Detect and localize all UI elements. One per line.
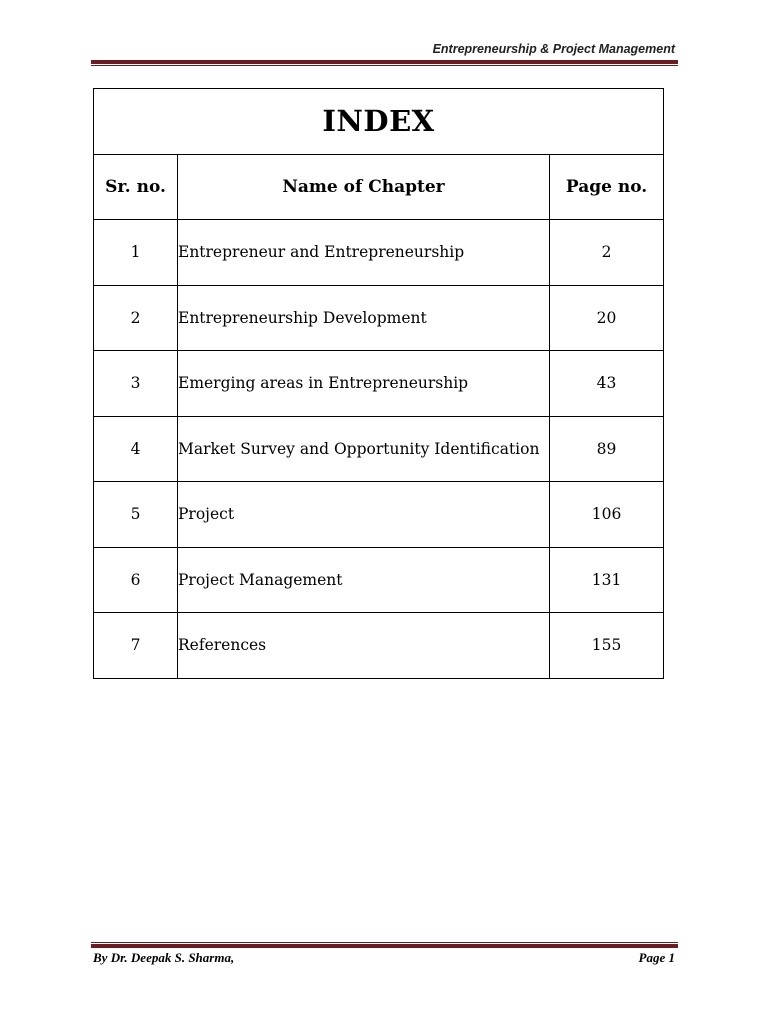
chapter-name-cell: Project Management <box>178 547 550 613</box>
chapter-name-cell: References <box>178 613 550 679</box>
index-title-row <box>94 89 664 155</box>
table-row <box>94 482 664 548</box>
column-header-chapter-name: Name of Chapter <box>178 154 550 220</box>
chapter-name-cell: Emerging areas in Entrepreneurship <box>178 351 550 417</box>
column-header-sr-no: Sr. no. <box>94 154 178 220</box>
index-title: INDEX <box>94 89 664 155</box>
running-header: Entrepreneurship & Project Management <box>432 42 675 56</box>
table-row <box>94 416 664 482</box>
sr-no-cell: 2 <box>94 285 178 351</box>
index-header-row <box>94 154 664 220</box>
sr-no-cell: 7 <box>94 613 178 679</box>
footer-author: By Dr. Deepak S. Sharma, <box>93 950 235 965</box>
chapter-name-cell: Project <box>178 482 550 548</box>
sr-no-cell: 5 <box>94 482 178 548</box>
chapter-name-cell: Entrepreneur and Entrepreneurship <box>178 220 550 286</box>
footer-page-number: Page 1 <box>638 950 675 965</box>
page-no-cell: 43 <box>550 351 664 417</box>
chapter-name-cell: Market Survey and Opportunity Identification <box>178 416 550 482</box>
page-no-cell: 131 <box>550 547 664 613</box>
page-no-cell: 155 <box>550 613 664 679</box>
table-row <box>94 351 664 417</box>
header-rule <box>91 60 678 66</box>
index-table <box>93 88 664 679</box>
chapter-name-cell: Entrepreneurship Development <box>178 285 550 351</box>
table-row <box>94 285 664 351</box>
table-row <box>94 547 664 613</box>
sr-no-cell: 1 <box>94 220 178 286</box>
column-header-page-no: Page no. <box>550 154 664 220</box>
page-no-cell: 89 <box>550 416 664 482</box>
sr-no-cell: 4 <box>94 416 178 482</box>
page-no-cell: 106 <box>550 482 664 548</box>
sr-no-cell: 6 <box>94 547 178 613</box>
page-no-cell: 2 <box>550 220 664 286</box>
footer-rule <box>91 942 678 948</box>
table-row <box>94 220 664 286</box>
table-row <box>94 613 664 679</box>
sr-no-cell: 3 <box>94 351 178 417</box>
page-no-cell: 20 <box>550 285 664 351</box>
